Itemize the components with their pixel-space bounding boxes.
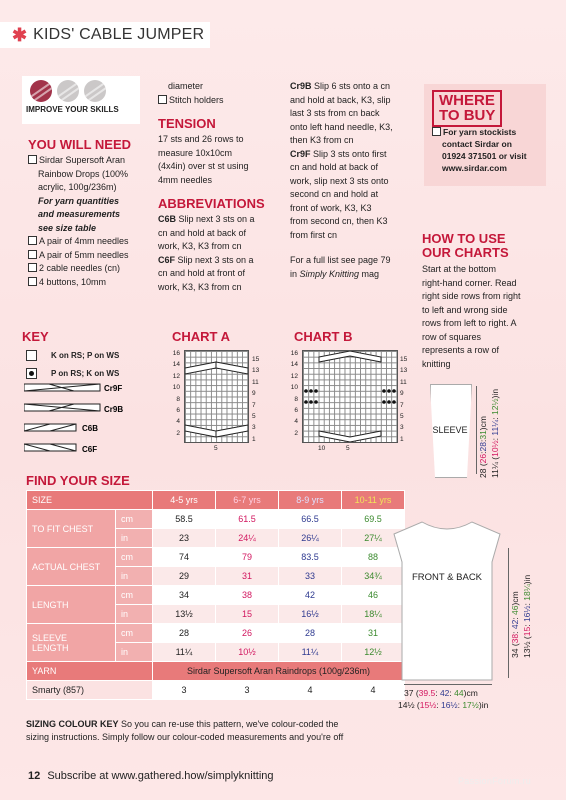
table-row — [27, 681, 405, 700]
yarn-ball-icon — [84, 80, 106, 102]
subscribe-link[interactable]: Subscribe at www.gathered.how/simplyknitting — [47, 770, 274, 782]
row-label: Smarty (857) — [27, 681, 153, 700]
purl-square-icon — [26, 368, 37, 379]
key-item-p: P on RS; K on WS — [26, 363, 119, 383]
table-header-row — [27, 491, 405, 510]
table-cell: 74 — [153, 548, 216, 567]
text-line: then K3 from cn — [290, 135, 354, 145]
unit-cell: in — [116, 605, 153, 624]
table-cell: 27¼ — [342, 529, 405, 548]
text-line: 17 sts and 26 rows to — [158, 134, 244, 144]
chart-b-cables — [303, 351, 397, 442]
note: see size table — [38, 222, 97, 233]
text-line: Cr9F Slip 3 sts onto first — [290, 148, 387, 159]
chart-a-cables — [185, 351, 248, 442]
text-line: (4x4in) over st st using — [158, 161, 249, 171]
table-header-size: SIZE — [27, 491, 153, 510]
table-cell: 23 — [153, 529, 216, 548]
text-line: second cn and hold at — [290, 189, 379, 199]
you-will-need — [28, 138, 158, 289]
watermark: PassionForum.ru — [458, 776, 532, 786]
note: and measurements — [38, 209, 121, 219]
text-line: knitting — [422, 358, 451, 369]
text-line: in Simply Knitting mag — [290, 268, 380, 279]
row-label: ACTUAL CHEST — [27, 548, 116, 586]
section-title: TENSION — [158, 116, 216, 131]
front-horizontal-dim-line — [404, 684, 492, 685]
row-label: YARN — [27, 662, 153, 681]
table-cell: 83.5 — [279, 548, 342, 567]
yarn-ball-icon — [30, 80, 52, 102]
text-line: represents a row of — [422, 345, 500, 355]
how-to-use-charts — [422, 232, 552, 371]
asterisk-icon: ✱ — [12, 25, 28, 45]
list-item-cont: diameter — [168, 81, 204, 91]
list-item: A pair of 5mm needles — [28, 249, 158, 263]
table-cell: 28 — [153, 624, 216, 643]
table-cell: 16½ — [279, 605, 342, 624]
unit-cell: cm — [116, 624, 153, 643]
chart-b-bottom-tick-10: 10 — [318, 445, 326, 452]
table-cell: 31 — [342, 624, 405, 643]
skill-level-box — [22, 76, 140, 124]
chart-a-right-ticks: 15 13 11 9 7 5 3 1 — [252, 356, 260, 443]
text-line: and hold at back, K3, slip — [290, 94, 391, 105]
text-line: cn and hold at back of — [290, 162, 379, 172]
table-cell: 88 — [342, 548, 405, 567]
front-width-in: 14½ (15½: 16½: 17½)in — [398, 700, 489, 710]
text-line: front of work, K3, K3 — [290, 202, 372, 213]
table-row — [27, 548, 405, 567]
table-cell: 12½ — [342, 643, 405, 662]
chart-b-grid — [302, 350, 398, 443]
front-width-cm: 37 (39.5: 42: 44)cm — [404, 688, 478, 698]
size-table-wrap — [26, 490, 405, 700]
table-cell: 3 — [216, 681, 279, 700]
front-back-label: FRONT & BACK — [411, 572, 483, 583]
table-cell: 33 — [279, 567, 342, 586]
text-line: Cr9B Slip 6 sts onto a cn — [290, 81, 391, 91]
table-cell: 58.5 — [153, 510, 216, 529]
table-header-cell: 10-11 yrs — [342, 491, 405, 510]
text-line: rows from left to right. A — [422, 318, 517, 328]
checkbox-icon — [432, 127, 441, 136]
column-2 — [158, 80, 283, 294]
text-line: from first cn — [290, 229, 338, 240]
cable-symbols — [24, 382, 154, 458]
checkbox-icon — [28, 155, 37, 164]
unit-cell: in — [116, 529, 153, 548]
table-cell: 42 — [279, 586, 342, 605]
text-line: C6B Slip next 3 sts on a — [158, 214, 255, 224]
text-line: work, K3, K3 from cn — [158, 281, 242, 292]
table-cell: 11¼ — [153, 643, 216, 662]
section-title: YOU WILL NEED — [28, 137, 132, 152]
table-cell: 4 — [342, 681, 405, 700]
table-row — [27, 510, 405, 529]
sleeve-dim-cm: 28 (26:28:31)cm — [478, 416, 488, 478]
text-line: work, K3, K3 from cn — [158, 241, 242, 251]
table-cell: Sirdar Supersoft Aran Raindrops (100g/236m) — [153, 662, 405, 681]
table-cell: 34¾ — [342, 567, 405, 586]
table-header-cell: 8-9 yrs — [279, 491, 342, 510]
column-3 — [290, 80, 420, 281]
front-dim-cm: 34 (38: 42: 46)cm — [510, 591, 520, 658]
table-cell: 10½ — [216, 643, 279, 662]
table-cell: 38 — [216, 586, 279, 605]
chart-b-bottom-tick-5: 5 — [346, 445, 350, 452]
sizing-colour-key: SIZING COLOUR KEY So you can re-use this pattern, we've colour-coded the sizing instructions. Simply follow our colour-coded measurements and you're off — [26, 719, 344, 742]
table-cell: 34 — [153, 586, 216, 605]
footer — [28, 770, 274, 782]
table-header-cell: 6-7 yrs — [216, 491, 279, 510]
table-cell: 69.5 — [342, 510, 405, 529]
text-line: row of squares — [422, 331, 482, 342]
text-line: cn and hold at front of — [158, 268, 246, 278]
checkbox-icon — [28, 277, 37, 286]
text-line: right-hand corner. Read — [422, 277, 517, 288]
key-item-k: K on RS; P on WS — [26, 347, 119, 363]
knit-square-icon — [26, 350, 37, 361]
chart-a-title: CHART A — [172, 329, 231, 344]
table-cell: 15 — [216, 605, 279, 624]
unit-cell: in — [116, 567, 153, 586]
section-title: ABBREVIATIONS — [158, 196, 265, 211]
page-number: 12 — [28, 770, 41, 782]
where-to-buy-box — [424, 84, 546, 186]
table-row — [27, 624, 405, 643]
row-label: LENGTH — [27, 586, 116, 624]
chart-a-bottom-tick: 5 — [214, 445, 218, 452]
text-line: right side rows from right — [422, 291, 521, 301]
text-line: C6F Slip next 3 sts on a — [158, 254, 254, 265]
text-line: to left and wrong side — [422, 304, 508, 315]
table-cell: 4 — [279, 681, 342, 700]
list-item: Stitch holders — [158, 94, 283, 108]
table-cell: 61.5 — [216, 510, 279, 529]
note: For yarn quantities — [38, 195, 120, 206]
where-to-buy-title: WHERE TO BUY — [432, 90, 502, 127]
key-title: KEY — [22, 329, 49, 344]
chart-a-left-ticks: 16 14 12 10 8 6 4 2 — [172, 350, 180, 437]
chart-b-left-ticks: 16 14 12 10 8 6 4 2 — [290, 350, 298, 437]
table-row — [27, 586, 405, 605]
unit-cell: cm — [116, 586, 153, 605]
table-cell: 18¼ — [342, 605, 405, 624]
find-size-title: FIND YOUR SIZE — [26, 473, 130, 488]
table-cell: 26 — [216, 624, 279, 643]
list-item: A pair of 4mm needles — [28, 235, 158, 249]
table-cell: 31 — [216, 567, 279, 586]
text-line: Start at the bottom — [422, 264, 497, 274]
chart-a-grid — [184, 350, 249, 443]
table-cell: 29 — [153, 567, 216, 586]
checkbox-icon — [28, 236, 37, 245]
list-item: 4 buttons, 10mm — [28, 276, 158, 290]
page-header — [0, 22, 210, 48]
sleeve-dimension-line — [476, 386, 477, 474]
text-line: For a full list see page 79 — [290, 255, 391, 265]
key-c6b-label: C6B — [82, 424, 99, 433]
where-to-buy-text: For yarn stockists contact Sirdar on 01924 371501 or visit www.sirdar.com — [432, 126, 544, 174]
chart-b-title: CHART B — [294, 329, 353, 344]
table-cell: 66.5 — [279, 510, 342, 529]
sleeve-label: SLEEVE — [432, 425, 468, 435]
list-item: 2 cable needles (cn) — [28, 262, 158, 276]
unit-cell: cm — [116, 548, 153, 567]
text-line: measure 10x10cm — [158, 147, 233, 158]
unit-cell: cm — [116, 510, 153, 529]
section-title: OUR CHARTS — [422, 245, 509, 260]
text-line: cn and hold at back of — [158, 227, 247, 238]
table-cell: 13½ — [153, 605, 216, 624]
text-line: 4mm needles — [158, 174, 213, 185]
table-cell: 26¼ — [279, 529, 342, 548]
table-cell: 28 — [279, 624, 342, 643]
size-table — [26, 490, 405, 700]
key-legend — [26, 347, 119, 383]
row-label: TO FIT CHEST — [27, 510, 116, 548]
chart-b-right-ticks: 15 13 11 9 7 5 3 1 — [400, 356, 408, 443]
unit-cell: in — [116, 643, 153, 662]
row-label: SLEEVE LENGTH — [27, 624, 116, 662]
skill-level-label: IMPROVE YOUR SKILLS — [26, 105, 119, 114]
table-cell: 3 — [153, 681, 216, 700]
table-cell: 79 — [216, 548, 279, 567]
table-cell: 11¼ — [279, 643, 342, 662]
key-cr9b-label: Cr9B — [104, 405, 124, 414]
key-c6f-label: C6F — [82, 445, 98, 454]
list-item-cont: acrylic, 100g/236m) — [38, 182, 117, 192]
text-line: last 3 sts from cn back — [290, 108, 380, 118]
page-title: KIDS' CABLE JUMPER — [33, 26, 205, 43]
front-vertical-dim-line — [508, 548, 509, 678]
table-cell: 24¼ — [216, 529, 279, 548]
key-cr9f-label: Cr9F — [104, 384, 123, 393]
checkbox-icon — [158, 95, 167, 104]
front-dim-in: 13½ (15: 16½: 18¼)in — [522, 574, 532, 658]
section-title: HOW TO USE — [422, 231, 506, 246]
yarn-ball-icon — [57, 80, 79, 102]
front-back-diagram — [392, 514, 502, 684]
table-cell: 46 — [342, 586, 405, 605]
text-line: onto left hand needle, K3, — [290, 121, 393, 132]
table-header-cell: 4-5 yrs — [153, 491, 216, 510]
sleeve-dim-in: 11¼ (10½: 11¼: 12½)in — [490, 388, 500, 478]
checkbox-icon — [28, 263, 37, 272]
list-item-cont: Rainbow Drops (100% — [38, 168, 129, 179]
text-line: from second cn, then K3 — [290, 216, 388, 226]
table-row — [27, 662, 405, 681]
list-item: Sirdar Supersoft Aran — [28, 154, 158, 168]
text-line: work, slip next 3 sts onto — [290, 175, 389, 186]
checkbox-icon — [28, 250, 37, 259]
